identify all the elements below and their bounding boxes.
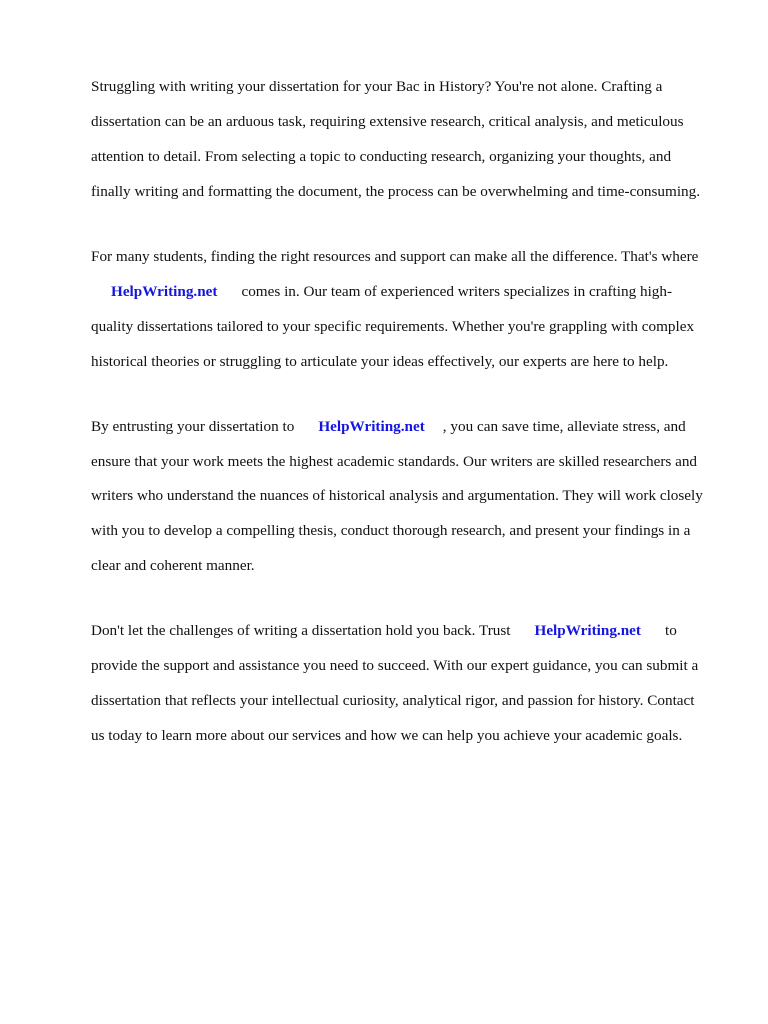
paragraph-resources — [91, 231, 721, 388]
document-page — [91, 61, 721, 774]
text-line: provide the support and assistance you need to succeed. With our expert guidance, you can submit a — [91, 657, 699, 674]
paragraph-entrusting — [91, 400, 721, 591]
text-fragment: to — [664, 622, 677, 640]
text-line: dissertation can be an arduous task, requiring extensive research, critical analysis, and meticulous — [91, 113, 684, 131]
text-line: dissertation that reflects your intellectual curiosity, analytical rigor, and passion for history. Contact — [91, 691, 695, 709]
text-line-with-link — [91, 622, 721, 639]
text-line: clear and coherent manner. — [91, 556, 255, 574]
text-line: writers who understand the nuances of historical analysis and argumentation. They will work closely — [91, 487, 703, 505]
text-line: Struggling with writing your dissertation for your Bac in History? You're not alone. Crafting a — [91, 78, 663, 96]
text-line-with-link — [91, 418, 721, 435]
text-line: us today to learn more about our services and how we can help you achieve your academic goals. — [91, 726, 683, 744]
paragraph-intro — [91, 61, 721, 218]
helpwriting-link[interactable]: HelpWriting.net — [318, 417, 425, 435]
text-line: historical theories or struggling to articulate your ideas effectively, our experts are here to help. — [91, 352, 669, 370]
text-line: finally writing and formatting the document, the process can be overwhelming and time-consuming. — [91, 182, 701, 200]
helpwriting-link[interactable]: HelpWriting.net — [534, 622, 641, 640]
text-line: with you to develop a compelling thesis, conduct thorough research, and present your findings in a — [91, 522, 691, 540]
text-line: For many students, finding the right resources and support can make all the difference. That's where — [91, 248, 699, 266]
paragraph-trust — [91, 605, 721, 762]
text-fragment: comes in. Our team of experienced writers specializes in crafting high- — [241, 282, 673, 300]
text-line: ensure that your work meets the highest academic standards. Our writers are skilled researchers and — [91, 452, 698, 470]
text-line: attention to detail. From selecting a topic to conducting research, organizing your thoughts, and — [91, 148, 672, 166]
text-line: quality dissertations tailored to your specific requirements. Whether you're grappling with complex — [91, 317, 695, 335]
helpwriting-link[interactable]: HelpWriting.net — [111, 282, 218, 300]
text-fragment: Don't let the challenges of writing a dissertation hold you back. Trust — [91, 622, 511, 640]
text-fragment: By entrusting your dissertation to — [91, 417, 295, 435]
text-line-with-link — [91, 283, 721, 300]
text-fragment: , you can save time, alleviate stress, and — [442, 417, 686, 435]
